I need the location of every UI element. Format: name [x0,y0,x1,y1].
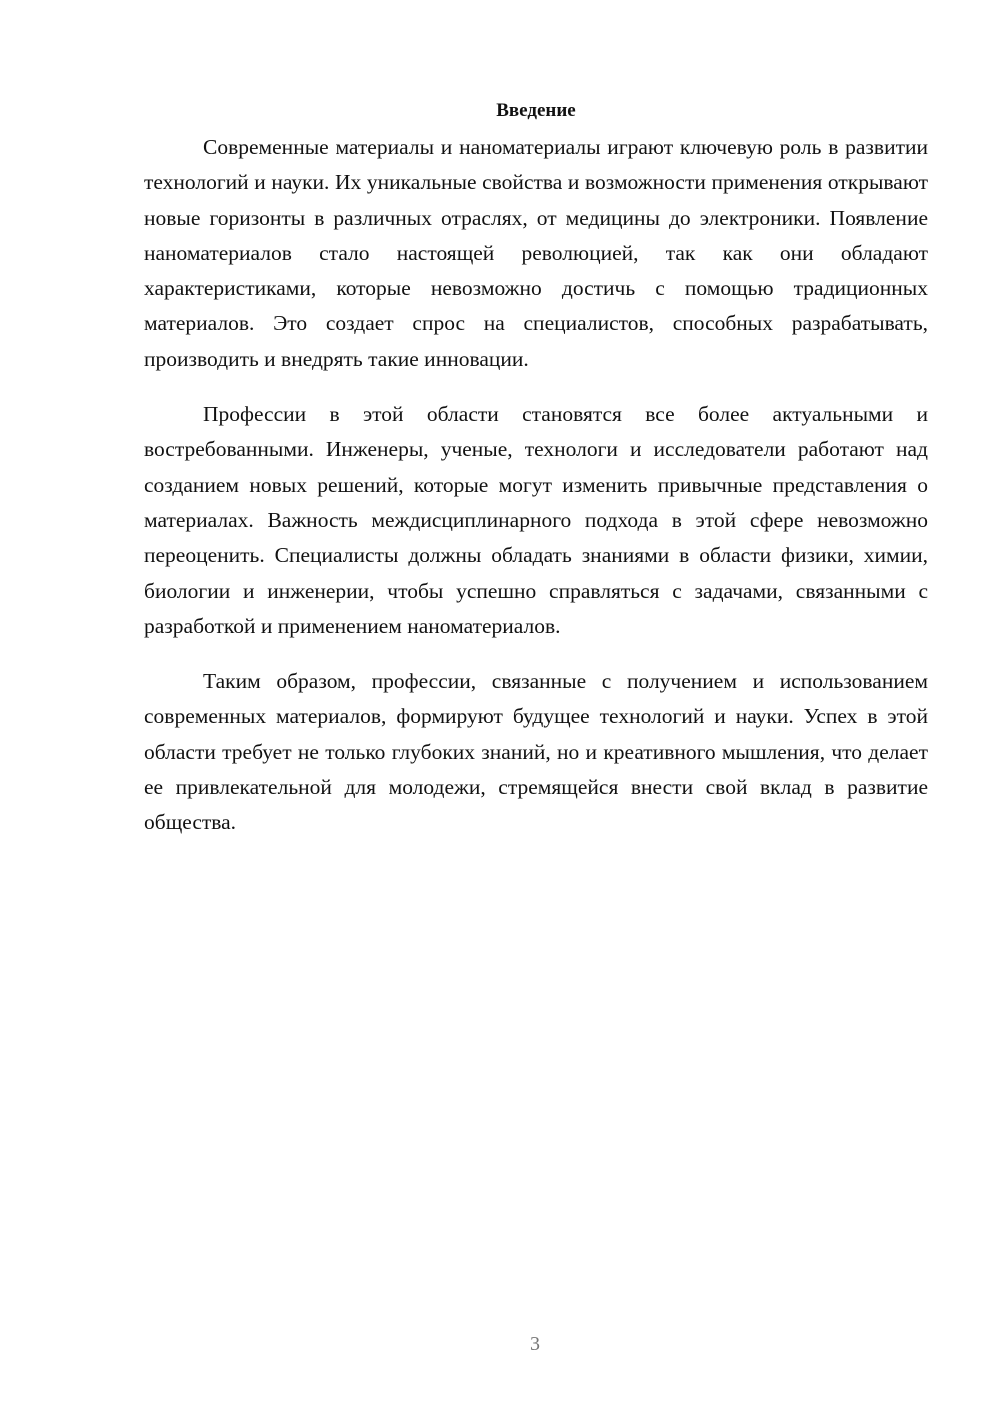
page-content [144,94,928,861]
paragraph-3: Таким образом, профессии, связанные с получением и использованием современных материалов, формируют будущее технологий и науки. Успех в этой области требует не только глубоких знаний, но и креативного мышления, что делает ее привлекательной для молодежи, стремящейся внести свой вклад в развитие общества. [144,669,928,835]
paragraph-2: Профессии в этой области становятся все более актуальными и востребованными. Инженеры, ученые, технологи и исследователи работают над созданием новых решений, которые могут изменить привычные представления о материалах. Важность междисциплинарного подхода в этой сфере невозможно переоценить. Специалисты должны обладать знаниями в области физики, химии, биологии и инженерии, чтобы успешно справляться с задачами, связанными с разработкой и применением наноматериалов. [144,402,928,638]
section-heading: Введение [496,100,576,121]
paragraph-1: Современные материалы и наноматериалы играют ключевую роль в развитии технологий и науки. Их уникальные свойства и возможности применения открывают новые горизонты в различных отраслях, от медицины до электроники. Появление наноматериалов стало настоящей революцией, так как они обладают характеристиками, которые невозможно достичь с помощью традиционных материалов. Это создает спрос на специалистов, способных разрабатывать, производить и внедрять такие инновации. [144,135,928,371]
page-number: 3 [530,1333,540,1355]
